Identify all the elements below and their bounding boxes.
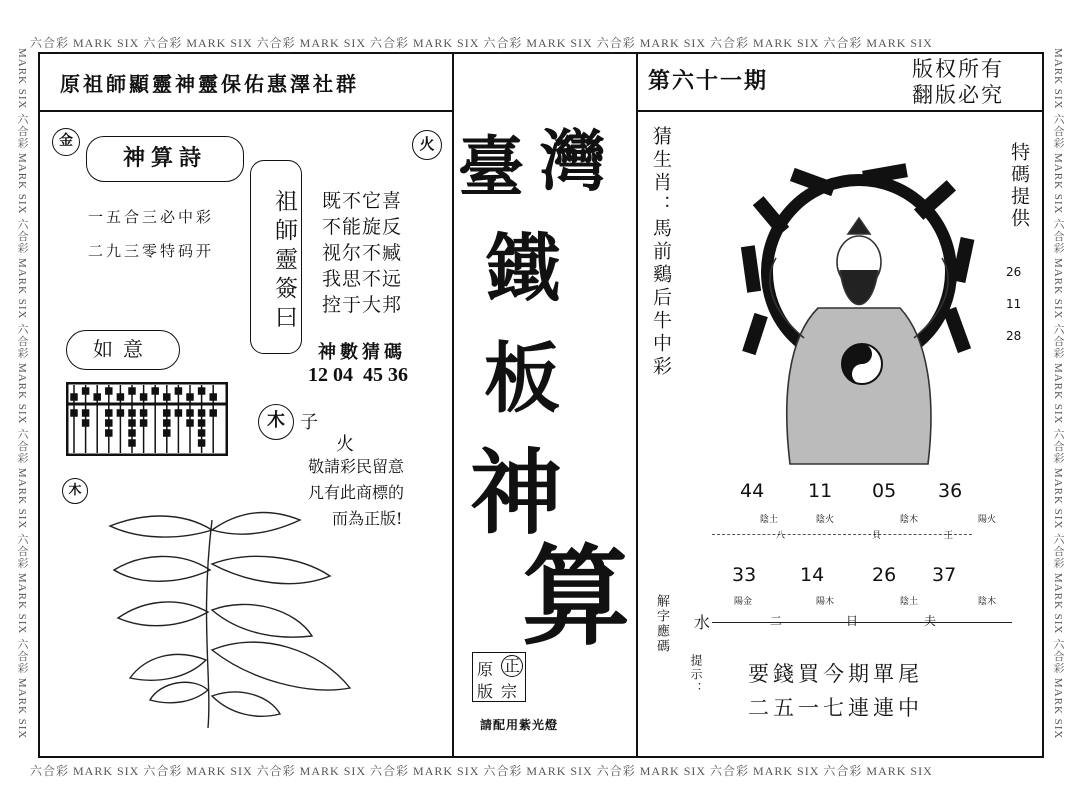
title-char: 神 xyxy=(470,439,563,547)
number-cell: 37 xyxy=(932,564,957,586)
abacus-bead xyxy=(129,410,135,416)
abacus-bead xyxy=(164,394,170,400)
notice-line: 敬請彩民留意 xyxy=(308,457,405,476)
title-char: 算 xyxy=(522,534,631,660)
abacus-bead xyxy=(106,420,112,426)
title-char: 灣 xyxy=(540,122,606,200)
abacus-bead xyxy=(175,388,181,394)
ruyi-box xyxy=(66,330,180,370)
copyright xyxy=(912,56,1004,108)
deity-illustration xyxy=(728,138,990,470)
element-label: 陰火 xyxy=(816,515,835,525)
abacus-bead xyxy=(117,410,123,416)
guess-numbers: 12 04 45 36 xyxy=(308,364,408,386)
abacus-bead xyxy=(94,394,100,400)
badge-gold: 金 xyxy=(52,128,80,156)
abacus-bead xyxy=(164,420,170,426)
ruyi-text: 如意 xyxy=(93,337,153,361)
zodiac-column xyxy=(648,126,675,379)
number-cell: 44 xyxy=(740,480,765,502)
number-cell: 33 xyxy=(732,564,757,586)
row2-mark: 日 xyxy=(846,614,859,628)
row1-mark: 八 xyxy=(776,531,786,541)
row1-mark: 王 xyxy=(944,531,954,541)
number-row-1 xyxy=(740,480,1000,504)
fire-note: 火 xyxy=(336,434,354,455)
abacus-bead xyxy=(106,388,112,394)
stamp-char: 原 xyxy=(477,660,494,679)
abacus-bead xyxy=(210,394,216,400)
abacus-bead xyxy=(199,430,205,436)
row1-rule xyxy=(712,534,972,535)
special-numbers xyxy=(1006,256,1021,352)
clue-line-2: 二九三零特码开 xyxy=(88,242,215,260)
abacus-bead xyxy=(129,420,135,426)
watermark-top: 六合彩 MARK SIX 六合彩 MARK SIX 六合彩 MARK SIX 六合彩 MARK SIX 六合彩 MARK SIX 六合彩 MARK SIX 六合彩 MARK SIX 六合彩 MARK SIX xyxy=(30,36,933,50)
plant-illustration xyxy=(100,500,360,740)
notice-line: 而為正版! xyxy=(332,509,403,528)
zodiac-label: 猜生肖： xyxy=(650,126,672,218)
header-rule-right xyxy=(636,110,1044,112)
authentic-stamp xyxy=(472,652,526,702)
copyright-line: 版权所有 xyxy=(912,57,1004,81)
title-char: 鐵 xyxy=(486,226,560,312)
stamp-char: 正 xyxy=(501,655,523,677)
watermark-bottom: 六合彩 MARK SIX 六合彩 MARK SIX 六合彩 MARK SIX 六合彩 MARK SIX 六合彩 MARK SIX 六合彩 MARK SIX 六合彩 MARK SIX 六合彩 MARK SIX xyxy=(30,764,933,778)
poem-title-box xyxy=(86,136,244,182)
number-cell: 11 xyxy=(808,480,833,502)
hint-line-1: 要錢買今期單尾 xyxy=(748,662,923,686)
number-cell: 26 xyxy=(872,564,897,586)
abacus-bead xyxy=(210,410,216,416)
copyright-line: 翻版必究 xyxy=(912,83,1004,107)
row2-mark: 夫 xyxy=(924,614,937,628)
row2-rule xyxy=(712,622,1012,623)
title-char: 臺 xyxy=(458,128,524,206)
divider-left xyxy=(452,52,454,758)
abacus-bead xyxy=(164,410,170,416)
abacus-bead xyxy=(83,420,89,426)
abacus-bead xyxy=(129,430,135,436)
special-number: 11 xyxy=(1006,297,1022,311)
zodiac-text: 馬前鷄后牛中彩 xyxy=(650,218,672,379)
element-label: 陰木 xyxy=(978,597,997,607)
title-char: 板 xyxy=(484,334,560,423)
watermark-left: MARK SIX 六合彩 MARK SIX 六合彩 MARK SIX 六合彩 MARK SIX 六合彩 MARK SIX 六合彩 MARK SIX 六合彩 MARK SIX xyxy=(16,48,28,740)
special-number: 28 xyxy=(1006,329,1022,343)
row2-mark: 二 xyxy=(770,614,783,628)
poem-line: 不能旋反 xyxy=(322,216,403,238)
abacus-bead xyxy=(152,388,158,394)
abacus-icon xyxy=(66,382,228,456)
abacus-bead xyxy=(129,388,135,394)
abacus-bead xyxy=(106,410,112,416)
poem-line: 我思不远 xyxy=(322,268,403,290)
badge-fire: 火 xyxy=(412,130,442,160)
notice-line: 凡有此商標的 xyxy=(308,483,405,502)
uv-light-note: 請配用紫光燈 xyxy=(480,718,559,732)
hint-label: 提示： xyxy=(689,654,703,696)
abacus-bead xyxy=(129,440,135,446)
element-label: 陰土 xyxy=(760,515,779,525)
left-header: 原祖師顯靈神靈保佑惠澤社群 xyxy=(60,72,359,96)
oracle-text: 祖師靈簽曰 xyxy=(271,188,297,334)
abacus-bead xyxy=(106,430,112,436)
poem-line: 视尔不臧 xyxy=(322,242,403,264)
abacus-bead xyxy=(141,394,147,400)
number-cell: 14 xyxy=(800,564,825,586)
hint-line-2: 二五一七連連中 xyxy=(748,696,923,720)
badge-wood-2: 木 xyxy=(62,478,88,504)
abacus-bead xyxy=(164,430,170,436)
number-cell: 36 xyxy=(938,480,963,502)
oracle-box xyxy=(250,160,302,354)
stamp-char: 宗 xyxy=(501,682,518,701)
abacus-bead xyxy=(199,410,205,416)
stamp-char: 版 xyxy=(477,682,494,701)
header-rule-left xyxy=(38,110,452,112)
abacus-bead xyxy=(141,410,147,416)
issue-number: 第六十一期 xyxy=(648,68,769,94)
row1-mark: 貝 xyxy=(872,531,882,541)
row2-mark: 水 xyxy=(694,613,711,632)
abacus-bead xyxy=(71,394,77,400)
abacus-bead xyxy=(187,410,193,416)
element-label: 陽火 xyxy=(978,515,997,525)
oracle-poem xyxy=(322,188,402,318)
guess-label: 神數猜碼 xyxy=(318,342,406,363)
abacus-bead xyxy=(199,420,205,426)
abacus-bead xyxy=(187,394,193,400)
poem-line: 既不它喜 xyxy=(322,190,403,212)
special-label: 特碼提供 xyxy=(1008,142,1030,230)
watermark-right: MARK SIX 六合彩 MARK SIX 六合彩 MARK SIX 六合彩 MARK SIX 六合彩 MARK SIX 六合彩 MARK SIX 六合彩 MARK SIX xyxy=(1052,48,1064,740)
poem-title: 神算詩 xyxy=(122,145,207,171)
badge-wood: 木 xyxy=(258,404,294,440)
number-row-2 xyxy=(732,564,992,588)
decode-label: 解字應碼 xyxy=(654,594,669,654)
element-label: 陰土 xyxy=(900,597,919,607)
special-number: 26 xyxy=(1006,265,1022,279)
abacus-bead xyxy=(187,420,193,426)
zi-char: 子 xyxy=(300,412,318,433)
abacus-bead xyxy=(83,388,89,394)
divider-right xyxy=(636,52,638,758)
clue-line-1: 一五合三必中彩 xyxy=(88,208,215,226)
abacus-bead xyxy=(199,440,205,446)
number-cell: 05 xyxy=(872,480,897,502)
element-label: 陰木 xyxy=(900,515,919,525)
abacus-bead xyxy=(117,394,123,400)
element-label: 陽木 xyxy=(816,597,835,607)
poem-line: 控于大邦 xyxy=(322,294,403,316)
abacus-bead xyxy=(175,410,181,416)
abacus-bead xyxy=(141,420,147,426)
element-label: 陽金 xyxy=(734,597,753,607)
abacus-bead xyxy=(71,410,77,416)
abacus-bead xyxy=(199,388,205,394)
abacus-bead xyxy=(83,410,89,416)
